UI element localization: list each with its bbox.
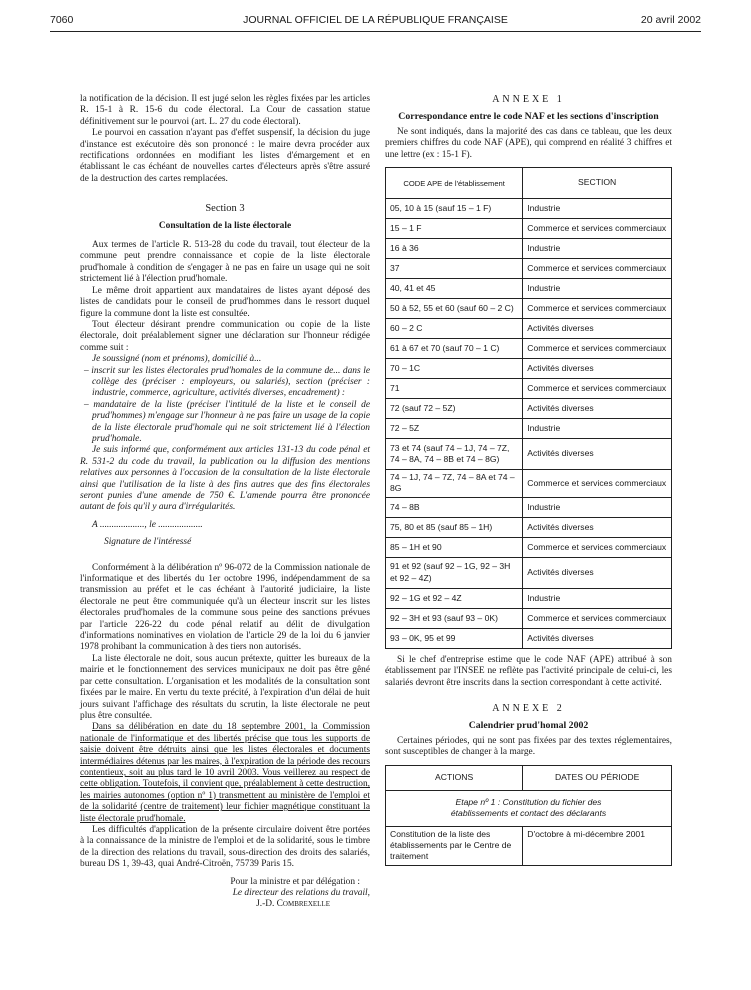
- section-cell: Activités diverses: [523, 399, 672, 419]
- paragraph: Conformément à la délibération nº 96-072 de la Commission nationale de l'informatique et des libertés du 1er octobre 1996, indépendamment de sa transmission au préfet et le cas échéant à l'autorité judiciaire, la liste électorale ne peut être communiquée qu'à un électeur inscrit sur les listes électorales prud'homales de la commune sous peine des sanctions prévues par l'article 226-22 du code pénal relatif au délit de divulgation d'informations nominatives en violation de l'article 29 de la loi du 6 janvier 1978 prohibant la communication à des tiers non autorisés.: [80, 562, 370, 653]
- right-column: [385, 94, 672, 866]
- section-cell: Commerce et services commerciaux: [523, 537, 672, 557]
- paragraph: Si le chef d'entreprise estime que le code NAF (APE) attribué à son établissement par l'INSEE ne reflète pas l'activité principale de celui-ci, les salariés devront être inscrits dans la section correspondant à cette activité.: [385, 654, 672, 688]
- section-cell: Commerce et services commerciaux: [523, 339, 672, 359]
- section-cell: Industrie: [523, 419, 672, 439]
- section-cell: Industrie: [523, 239, 672, 259]
- paragraph: la notification de la décision. Il est jugé selon les règles fixées par les articles R. 15-1 à R. 15-6 du code électoral. La Cour de cassation statue définitivement sur le pourvoi (art. L. 27 du code électoral).: [80, 94, 370, 127]
- table-row: [386, 399, 672, 419]
- signatory-name: J.-D. Combrexelle: [256, 899, 330, 910]
- code-cell: 85 – 1H et 90: [386, 537, 523, 557]
- table-row: [386, 279, 672, 299]
- code-cell: 92 – 3H et 93 (sauf 93 – 0K): [386, 608, 523, 628]
- declaration-notice: Je suis informé que, conformément aux articles 131-13 du code pénal et R. 531-2 du code du travail, la publication ou la diffusion des mentions relatives aux personnes à l'occasion de la consultation de la liste électorale ainsi que l'utilisation de la liste à des fins autres que des fins électorales seront punies d'une amende de 750 €. L'amende pourra être prononcée autant de fois qu'il y aura d'irrégularités.: [80, 445, 370, 513]
- table-row: [386, 588, 672, 608]
- code-cell: 50 à 52, 55 et 60 (sauf 60 – 2 C): [386, 299, 523, 319]
- step-row: Etape nº 1 : Constitution du fichier des établissements et contact des déclarants: [386, 790, 672, 826]
- column-header: SECTION: [523, 168, 672, 199]
- section-cell: Activités diverses: [523, 319, 672, 339]
- code-cell: 70 – 1C: [386, 359, 523, 379]
- code-cell: 05, 10 à 15 (sauf 15 – 1 F): [386, 199, 523, 219]
- code-cell: 40, 41 et 45: [386, 279, 523, 299]
- section-cell: Activités diverses: [523, 557, 672, 588]
- paragraph: Le pourvoi en cassation n'ayant pas d'effet suspensif, la décision du juge d'instance est exécutoire dès son prononcé : le maire devra procéder aux rectifications ordonnées en modifiant les listes d'émargement et en établissant le cas échéant de nouvelles cartes d'électeurs après s'être assuré de la destruction des cartes remplacées.: [80, 128, 370, 184]
- signature-line: Signature de l'intéressé: [104, 537, 192, 548]
- table-row: [386, 239, 672, 259]
- code-cell: 93 – 0K, 95 et 99: [386, 628, 523, 648]
- place-date-line: A ..................., le ...................: [92, 519, 203, 530]
- paragraph: La liste électorale ne doit, sous aucun prétexte, quitter les bureaux de la mairie et le fonctionnement des services municipaux ne doit pas être gêné par cette consultation. L'organisation et les modalités de la consultation sont fixées par le maire. En vertu du texte précité, à l'expiration d'un délai de huit jours suivant l'affichage des résultats du scrutin, la liste électorale ne peut plus être consultée.: [80, 653, 370, 721]
- section-cell: Commerce et services commerciaux: [523, 470, 672, 498]
- code-cell: 15 – 1 F: [386, 219, 523, 239]
- table-row: [386, 470, 672, 498]
- section-cell: Commerce et services commerciaux: [523, 379, 672, 399]
- table-row: [386, 557, 672, 588]
- section-cell: Industrie: [523, 199, 672, 219]
- code-cell: 72 (sauf 72 – 5Z): [386, 399, 523, 419]
- code-cell: 37: [386, 259, 523, 279]
- code-cell: 71: [386, 379, 523, 399]
- code-cell: 91 et 92 (sauf 92 – 1G, 92 – 3H et 92 – 4Z): [386, 557, 523, 588]
- section-cell: Commerce et services commerciaux: [523, 259, 672, 279]
- table-row: [386, 439, 672, 470]
- code-cell: 75, 80 et 85 (sauf 85 – 1H): [386, 517, 523, 537]
- page-header: [50, 14, 701, 28]
- paragraph: Aux termes de l'article R. 513-28 du code du travail, tout électeur de la commune peut prendre connaissance et copie de la liste électorale prud'homale à condition de s'engager à ne pas en faire un usage qui ne soit strictement lié à l'élection prud'homale.: [80, 240, 370, 285]
- table-row: [386, 517, 672, 537]
- journal-title: JOURNAL OFFICIEL DE LA RÉPUBLIQUE FRANÇAISE: [243, 14, 508, 26]
- section-title: Consultation de la liste électorale: [158, 220, 292, 231]
- section-cell: Activités diverses: [523, 628, 672, 648]
- table-row: [386, 497, 672, 517]
- section-cell: Industrie: [523, 279, 672, 299]
- column-header: ACTIONS: [386, 765, 523, 790]
- table-row: [386, 419, 672, 439]
- column-header: DATES OU PÉRIODE: [523, 765, 672, 790]
- naf-table: [385, 167, 672, 649]
- table-row: [386, 339, 672, 359]
- section-cell: Activités diverses: [523, 359, 672, 379]
- table-cell: Constitution de la liste des établissements par le Centre de traitement: [386, 826, 523, 865]
- section-cell: Commerce et services commerciaux: [523, 219, 672, 239]
- page-number: 7060: [50, 14, 74, 26]
- table-row: [386, 359, 672, 379]
- paragraph: Les difficultés d'application de la présente circulaire doivent être portées à la connaissance de la ministre de l'emploi et de la solidarité, sous le timbre de la direction des relations du travail, sous-direction des droits des salariés, bureau DS 1, 39-43, quai André-Citroën, 75739 Paris 15.: [80, 824, 370, 870]
- signature-block-1: Pour la ministre et par délégation :: [230, 876, 360, 887]
- section-cell: Commerce et services commerciaux: [523, 608, 672, 628]
- code-cell: 60 – 2 C: [386, 319, 523, 339]
- code-cell: 72 – 5Z: [386, 419, 523, 439]
- calendar-table: [385, 765, 672, 866]
- section-heading: Section 3: [205, 203, 245, 215]
- table-row: [386, 608, 672, 628]
- code-cell: 16 à 36: [386, 239, 523, 259]
- declaration-item: – mandataire de la liste (préciser l'intitulé de la liste et le conseil de prud'hommes) m'engage sur l'honneur à ne pas faire un usage de la copie de la liste électorale prud'homale qui ne soit strictement lié à l'élection prud'homale.: [84, 399, 370, 444]
- annexe-title: Calendrier prud'homal 2002: [468, 720, 589, 732]
- code-cell: 73 et 74 (sauf 74 – 1J, 74 – 7Z, 74 – 8A, 74 – 8B et 74 – 8G): [386, 439, 523, 470]
- signature-block-2: Le directeur des relations du travail,: [232, 888, 370, 898]
- section-cell: Industrie: [523, 588, 672, 608]
- underlined-paragraph: Dans sa délibération en date du 18 septembre 2001, la Commission nationale de l'informatique et des libertés précise que tous les supports de saisie doivent être détruits ainsi que les listes électorales et documents intermédiaires détenus par les maires, à l'expiration de la période des recours contentieux, soit au plus tard le 10 avril 2003. Vous veillerez au respect de cette obligation. Toutefois, il convient que, préalablement à cette destruction, les mairies autonomes (option nº 1) transmettent au ministère de l'emploi et de la solidarité (centre de traitement) leur fichier magnétique constituant la liste électorale prud'homale.: [80, 722, 370, 824]
- code-cell: 92 – 1G et 92 – 4Z: [386, 588, 523, 608]
- code-cell: 61 à 67 et 70 (sauf 70 – 1 C): [386, 339, 523, 359]
- left-column: [80, 94, 370, 911]
- paragraph: Certaines périodes, qui ne sont pas fixées par des textes réglementaires, sont susceptibles de changer à la marge.: [385, 735, 672, 758]
- header-rule: [50, 31, 701, 32]
- table-row: [386, 628, 672, 648]
- paragraph: Le même droit appartient aux mandataires de listes ayant déposé des listes de candidats pour le conseil de prud'hommes dans le ressort duquel figure la commune dont la liste est consultée.: [80, 285, 370, 319]
- paragraph: Ne sont indiqués, dans la majorité des cas dans ce tableau, que les deux premiers chiffres du code NAF (APE), qui comprend en réalité 3 chiffres et une lettre (ex : 15-1 F).: [385, 126, 672, 160]
- table-row: [386, 299, 672, 319]
- declaration-line: Je soussigné (nom et prénoms), domicilié à...: [92, 354, 262, 365]
- column-header: CODE APE de l'établissement: [386, 168, 523, 199]
- issue-date: 20 avril 2002: [640, 14, 701, 26]
- annexe-title: Correspondance entre le code NAF et les sections d'inscription: [398, 111, 659, 123]
- section-cell: Commerce et services commerciaux: [523, 299, 672, 319]
- code-cell: 74 – 8B: [386, 497, 523, 517]
- table-row: [386, 199, 672, 219]
- table-row: [386, 259, 672, 279]
- paragraph: Tout électeur désirant prendre communication ou copie de la liste électorale, doit préalablement signer une déclaration sur l'honneur rédigée comme suit :: [80, 319, 370, 353]
- declaration-item: – inscrit sur les listes électorales prud'homales de la commune de... dans le collège des (préciser : employeurs, ou salariés), section (préciser : industrie, commerce, agriculture, activités diverses, encadrement) :: [84, 365, 370, 399]
- table-row: [386, 537, 672, 557]
- table-row: [386, 379, 672, 399]
- table-cell: D'octobre à mi-décembre 2001: [523, 826, 672, 865]
- section-cell: Industrie: [523, 497, 672, 517]
- section-cell: Activités diverses: [523, 439, 672, 470]
- annexe-heading: ANNEXE 1: [492, 94, 565, 105]
- code-cell: 74 – 1J, 74 – 7Z, 74 – 8A et 74 – 8G: [386, 470, 523, 498]
- section-cell: Activités diverses: [523, 517, 672, 537]
- annexe-heading: ANNEXE 2: [492, 703, 565, 715]
- table-row: [386, 319, 672, 339]
- table-row: [386, 219, 672, 239]
